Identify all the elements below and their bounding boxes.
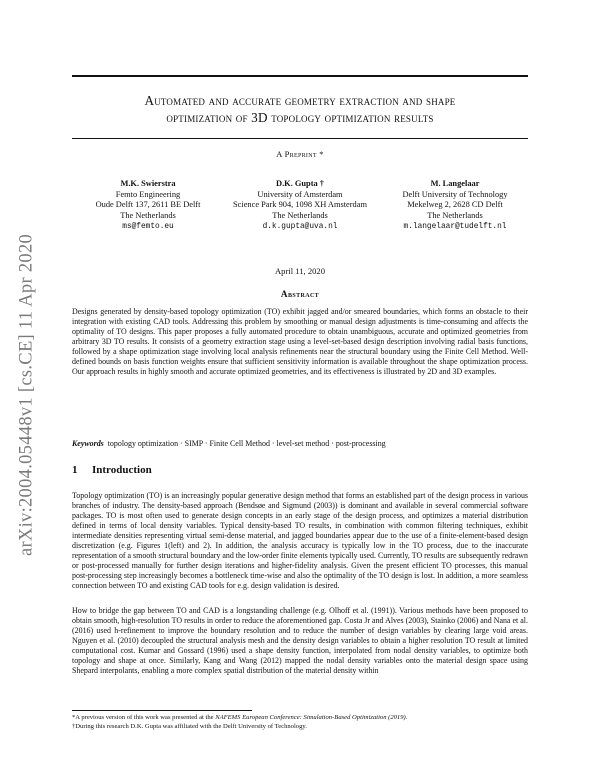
footnote-rule [72,710,252,711]
footnote-1-venue: NAFEMS European Conference: Simulation-Based Optimization (2019) [215,714,406,721]
title-line-1: Automated and accurate geometry extraction and shape [144,93,456,108]
title-rule-bottom [72,138,528,139]
arxiv-identifier-sidebar [14,215,39,575]
publication-date: April 11, 2020 [274,266,326,276]
section-number: 1 [72,464,78,476]
footnote-2: †During this research D.K. Gupta was affiliated with the Delft University of Technology. [72,723,307,730]
intro-paragraph-2: How to bridge the gap between TO and CAD is a longstanding challenge (e.g. Olhoff et al. (1991)). Various methods have been proposed to obtain smooth, high-resolution TO results in order to reduce the aforementioned gap. Costa Jr and Alves (2003), Stainko (2006) and Nana et al. (2016) used h-refinement to improve the boundary resolution and to reduce the number of design variables by clearing large void areas. Nguyen et al. (2010) decoupled the structural analysis mesh and the density design variables to obtain a higher resolution TO result at limited computational cost. Kumar and Gossard (1996) used a shape density function, interpolated from nodal density variables, to optimize both topology and shape at once. Similarly, Kang and Wang (2012) mapped the nodal density variables onto the material design space using Shepard interpolants, enabling a more complex spatial distribution of the material density within [72,606,528,676]
author-name: M.K. Swierstra [120,179,176,188]
author-country: The Netherlands [427,211,483,221]
author-country: The Netherlands [272,211,328,221]
author-affiliation: University of Amsterdam [257,189,343,199]
footnote-1-prefix: *A previous version of this work was presented at the [72,714,216,721]
title-line-2: optimization of 3D topology optimization results [166,110,434,125]
author-address: Oude Delft 137, 2611 BE Delft [95,200,201,210]
author-block-3 [382,179,528,233]
intro-paragraph-1: Topology optimization (TO) is an increasingly popular generative design method that forms an established part of the design process in various branches of industry. The density-based approach (Bendsøe and Sigmund (2003)) is dominant and available in several commercial software packages. TO is most often used to generate design concepts in an early stage of the design process, and optimizes a material distribution defined in terms of local density variables. Typical density-based TO results, in combination with common filtering techniques, exhibit intermediate densities representing virtual semi-dense material, and jagged boundaries appear due to the use of a finite-element-based design discretization (e.g. Figures 1(left) and 2). In addition, the analysis accuracy is typically low in the TO process, due to the inaccurate representation of a smooth structural boundary and the low-order finite elements typically used. Currently, TO results are subsequently redrawn or post-processed manually for further design iterations and higher-fidelity analysis. Given the present efficient TO processes, this manual post-processing step increasingly becomes a bottleneck time-wise and also the optimality of the TO design is lost. In addition, a more seamless connection between TO and existing CAD tools for e.g. design validation is desired. [72,491,528,591]
section-title: Introduction [92,464,152,476]
footnote-1 [72,714,528,723]
preprint-label: A Preprint * [276,149,324,159]
author-address: Science Park 904, 1098 XH Amsterdam [233,200,367,210]
footnote-1-suffix: . [405,714,408,721]
author-name: D.K. Gupta † [276,179,324,188]
abstract-text: Designs generated by density-based topology optimization (TO) exhibit jagged and/or smeared boundaries, which forms an obstacle to their integration with existing CAD tools. Addressing this problem by smoothing or manual design adjustments is time-consuming and affects the optimality of TO designs. This paper proposes a fully automated procedure to obtain unambiguous, accurate and optimized geometries from arbitrary 3D TO results. It consists of a geometry extraction stage using a level-set-based design description involving radial basis functions, followed by a shape optimization stage involving local analysis refinements near the structural boundary using the Finite Cell Method. Well-defined bounds on basis function weights ensure that sufficient sensitivity information is available throughout the shape optimization process. Our approach results in highly smooth and accurate optimized geometries, and its effectiveness is illustrated by 2D and 3D examples. [72,307,528,377]
author-block-1 [72,179,224,233]
author-country: The Netherlands [120,211,176,221]
keywords-list: topology optimization · SIMP · Finite Cell Method · level-set method · post-processing [107,439,386,448]
paper-title [72,92,528,126]
author-affiliation: Femto Engineering [115,189,181,199]
keywords [72,439,528,448]
keywords-label: Keywords [72,439,104,448]
author-block-2 [218,179,382,233]
author-email[interactable]: ms@femto.eu [122,222,174,231]
author-address: Mekelweg 2, 2628 CD Delft [407,200,503,210]
section-heading [72,464,152,476]
title-rule-top [72,75,528,77]
author-email[interactable]: m.langelaar@tudelft.nl [403,222,507,231]
author-email[interactable]: d.k.gupta@uva.nl [262,222,338,231]
arxiv-identifier: arXiv:2004.05448v1 [cs.CE] 11 Apr 2020 [16,233,36,557]
abstract-heading: Abstract [280,289,320,299]
author-name: M. Langelaar [430,179,480,188]
author-affiliation: Delft University of Technology [402,189,508,199]
